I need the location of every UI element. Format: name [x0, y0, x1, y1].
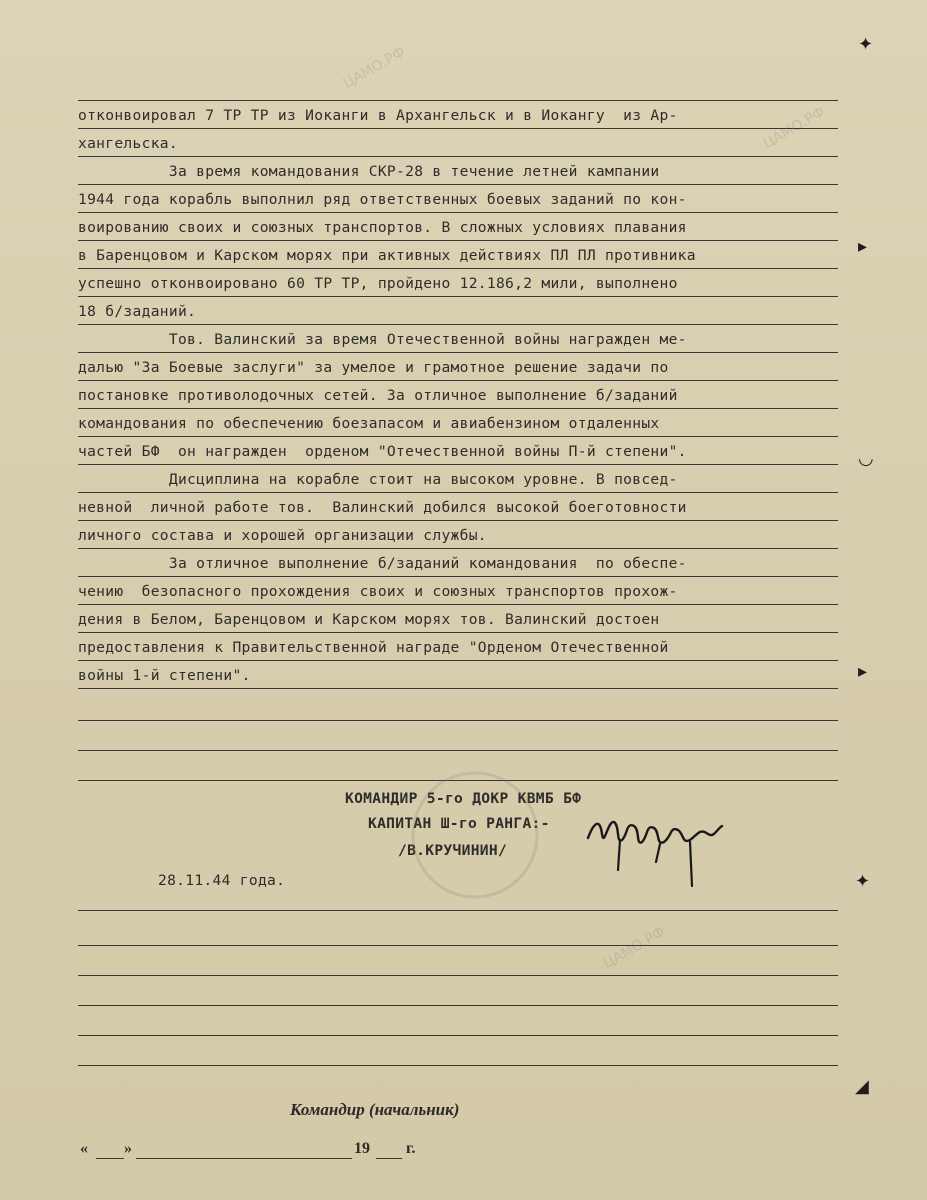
form-rule [78, 464, 838, 465]
body-line: войны 1-й степени". [78, 667, 251, 684]
footer-date-open: « [80, 1140, 88, 1157]
body-line: хангельска. [78, 135, 178, 152]
form-rule [78, 380, 838, 381]
form-rule [78, 660, 838, 661]
footer-year-suffix: г. [406, 1140, 416, 1157]
body-line: частей БФ он награжден орденом "Отечественной войны П-й степени". [78, 443, 687, 460]
signature-date: 28.11.44 года. [158, 872, 286, 889]
signature-name: /В.КРУЧИНИН/ [398, 842, 508, 859]
form-rule [78, 436, 838, 437]
body-line: предоставления к Правительственной награде "Орденом Отечественной [78, 639, 669, 656]
handwritten-signature [580, 800, 730, 895]
body-line: отконвоировал 7 ТР ТР из Иоканги в Архангельск и в Иокангу из Ар- [78, 107, 678, 124]
body-line: воированию своих и союзных транспортов. В сложных условиях плавания [78, 219, 687, 236]
punch-mark-icon: ✦ [855, 871, 871, 892]
footer-month-rule [136, 1158, 352, 1159]
footer-year-prefix: 19 [354, 1140, 370, 1157]
form-rule [78, 156, 838, 157]
footer-date-close: » [124, 1140, 132, 1157]
form-rule [78, 492, 838, 493]
punch-mark-icon: ▸ [858, 661, 868, 682]
form-rule [78, 1065, 838, 1066]
footer-day-rule [96, 1158, 124, 1159]
body-line: 1944 года корабль выполнил ряд ответственных боевых заданий по кон- [78, 191, 687, 208]
form-rule [78, 910, 838, 911]
body-line: невной личной работе тов. Валинский добился высокой боеготовности [78, 499, 687, 516]
punch-mark-icon: ✦ [858, 34, 874, 55]
form-rule [78, 1035, 838, 1036]
body-line: дения в Белом, Баренцовом и Карском морях тов. Валинский достоен [78, 611, 660, 628]
body-line: Дисциплина на корабле стоит на высоком уровне. В повсед- [78, 471, 678, 488]
form-rule [78, 352, 838, 353]
form-rule [78, 548, 838, 549]
body-line: чению безопасного прохождения своих и союзных транспортов прохож- [78, 583, 678, 600]
form-rule [78, 128, 838, 129]
form-rule [78, 750, 838, 751]
stamp-trace [400, 760, 550, 910]
body-line: далью "За Боевые заслуги" за умелое и грамотное решение задачи по [78, 359, 669, 376]
signature-rank: КАПИТАН Ш-го РАНГА:- [368, 815, 550, 832]
body-line: постановке противолодочных сетей. За отличное выполнение б/заданий [78, 387, 678, 404]
form-rule [78, 520, 838, 521]
form-rule [78, 688, 838, 689]
form-rule [78, 324, 838, 325]
form-rule [78, 945, 838, 946]
form-rule [78, 604, 838, 605]
form-rule [78, 184, 838, 185]
form-rule [78, 100, 838, 101]
body-line: успешно отконвоировано 60 ТР ТР, пройдено 12.186,2 мили, выполнено [78, 275, 678, 292]
body-line: Тов. Валинский за время Отечественной войны награжден ме- [78, 331, 687, 348]
body-line: личного состава и хорошей организации службы. [78, 527, 487, 544]
body-line: 18 б/заданий. [78, 303, 197, 320]
footer-commander-label: Командир (начальник) [290, 1100, 460, 1119]
signature-title: КОМАНДИР 5-го ДОКР КВМБ БФ [345, 790, 582, 807]
form-rule [78, 296, 838, 297]
form-rule [78, 240, 838, 241]
body-line: За отличное выполнение б/заданий командования по обеспе- [78, 555, 687, 572]
footer-year-rule [376, 1158, 402, 1159]
watermark: ЦАМО.РФ [340, 43, 408, 93]
form-rule [78, 212, 838, 213]
form-rule [78, 268, 838, 269]
punch-mark-icon: ▸ [858, 236, 868, 257]
form-rule [78, 576, 838, 577]
form-rule [78, 720, 838, 721]
body-line: За время командования СКР-28 в течение летней кампании [78, 163, 660, 180]
form-rule [78, 975, 838, 976]
body-line: в Баренцовом и Карском морях при активных действиях ПЛ ПЛ противника [78, 247, 696, 264]
watermark: ЦАМО.РФ [600, 923, 668, 973]
form-rule [78, 632, 838, 633]
punch-mark-icon: ◡ [858, 448, 874, 469]
watermark: ЦАМО.РФ [760, 103, 828, 153]
body-line: командования по обеспечению боезапасом и авиабензином отдаленных [78, 415, 660, 432]
punch-mark-icon: ◢ [855, 1076, 869, 1097]
form-rule [78, 1005, 838, 1006]
form-rule [78, 408, 838, 409]
